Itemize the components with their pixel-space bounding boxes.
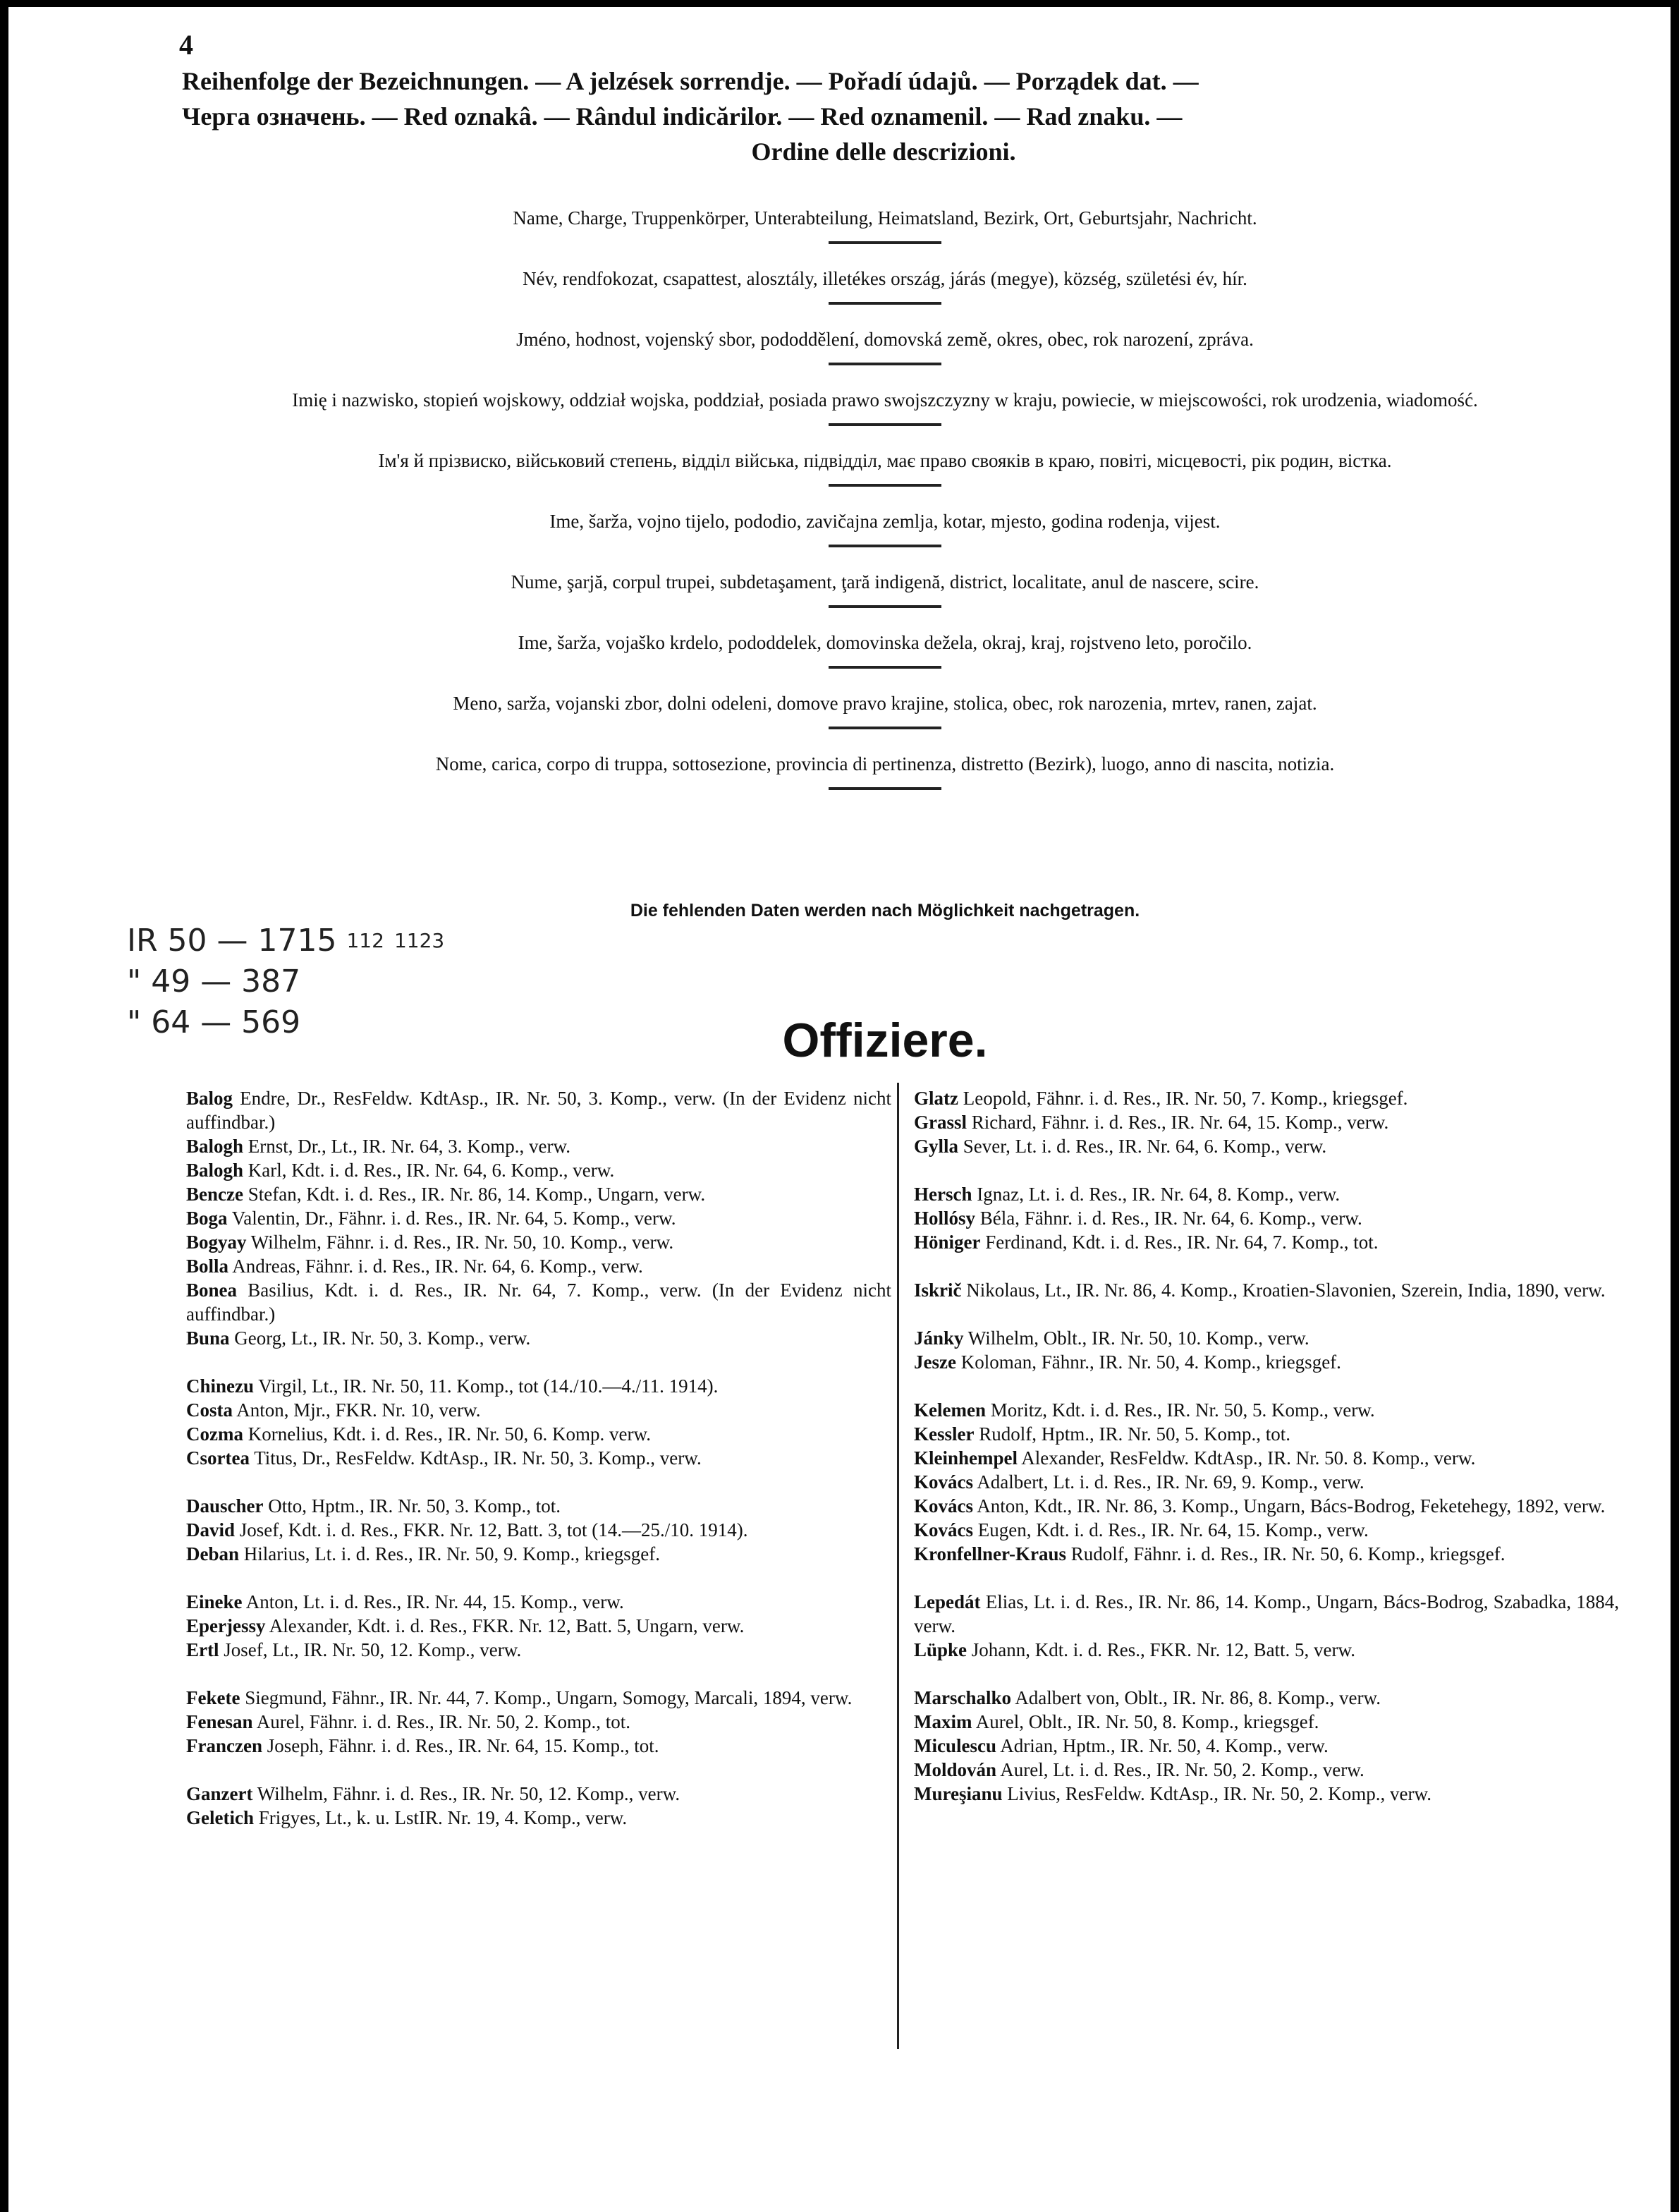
officer-surname: Marschalko <box>914 1687 1011 1708</box>
field-legend-hu: Név, rendfokozat, csapattest, alosztály, illetékes ország, járás (megye), község, születési év, hír. <box>523 268 1247 289</box>
title-block <box>182 63 1585 169</box>
field-legend-sl: Ime, šarža, vojaško krdelo, pododdelek, domovinska dežela, okraj, kraj, rojstveno leto, poročilo. <box>518 632 1252 653</box>
separator <box>829 423 941 426</box>
officer-surname: Balogh <box>186 1160 244 1181</box>
entry-gap <box>186 1470 891 1494</box>
separator <box>829 605 941 608</box>
officer-details: Elias, Lt. i. d. Res., IR. Nr. 86, 14. Komp., Ungarn, Bács-Bodrog, Szabadka, 1884, verw. <box>914 1591 1619 1636</box>
officer-details: Otto, Hptm., IR. Nr. 50, 3. Komp., tot. <box>263 1495 561 1517</box>
officer-entry <box>914 1542 1619 1566</box>
officer-surname: Balogh <box>186 1136 244 1157</box>
officer-surname: Deban <box>186 1543 240 1564</box>
officer-details: Aurel, Oblt., IR. Nr. 50, 8. Komp., kriegsgef. <box>972 1711 1319 1732</box>
officer-entry <box>186 1686 891 1710</box>
officer-surname: Lüpke <box>914 1639 967 1660</box>
field-legends <box>169 206 1601 813</box>
field-legend-uk: Ім'я й прізвиско, військовий степень, відділ війська, підвідділ, має право свояків в краю, повіті, місцевості, рік родин, вістка. <box>378 450 1392 471</box>
scan-border-left <box>0 0 8 2212</box>
officer-details: Ignaz, Lt. i. d. Res., IR. Nr. 64, 8. Komp., verw. <box>972 1184 1341 1205</box>
officer-details: Basilius, Kdt. i. d. Res., IR. Nr. 64, 7. Komp., verw. (In der Evidenz nicht auffindbar.) <box>186 1280 891 1325</box>
officer-details: Valentin, Dr., Fähnr. i. d. Res., IR. Nr. 64, 5. Komp., verw. <box>227 1208 676 1229</box>
officer-surname: Kovács <box>914 1471 973 1493</box>
officer-entry <box>186 1614 891 1638</box>
officer-surname: Bolla <box>186 1256 229 1277</box>
officer-surname: Lepedát <box>914 1591 981 1612</box>
officer-surname: Fenesan <box>186 1711 253 1732</box>
entry-gap <box>914 1254 1619 1278</box>
officer-details: Anton, Lt. i. d. Res., IR. Nr. 44, 15. Komp., verw. <box>242 1591 624 1612</box>
officer-details: Alexander, Kdt. i. d. Res., FKR. Nr. 12, Batt. 5, Ungarn, verw. <box>265 1615 745 1636</box>
field-legend-cs: Jméno, hodnost, vojenský sbor, pododdělení, domovská země, okres, obec, rok narození, zpráva. <box>516 329 1254 350</box>
officer-surname: Balog <box>186 1088 233 1109</box>
officer-entry <box>914 1758 1619 1782</box>
officer-entry <box>186 1278 891 1326</box>
entry-gap <box>186 1758 891 1782</box>
officer-surname: Kelemen <box>914 1399 986 1421</box>
officer-surname: Csortea <box>186 1447 250 1469</box>
officer-details: Sever, Lt. i. d. Res., IR. Nr. 64, 6. Komp., verw. <box>958 1136 1327 1157</box>
officer-surname: Franczen <box>186 1735 262 1756</box>
officer-surname: Kovács <box>914 1519 973 1540</box>
officer-entry <box>914 1110 1619 1134</box>
officer-details: Karl, Kdt. i. d. Res., IR. Nr. 64, 6. Komp., verw. <box>243 1160 615 1181</box>
officer-entry <box>186 1518 891 1542</box>
officer-list-left <box>186 1086 891 1830</box>
separator <box>829 484 941 487</box>
officer-surname: Glatz <box>914 1088 958 1109</box>
handwritten-superscript: 112 <box>346 929 384 952</box>
entry-gap <box>914 1302 1619 1326</box>
title-line: Reihenfolge der Bezeichnungen. — A jelzések sorrendje. — Pořadí údajů. — Porządek dat. — <box>182 67 1199 95</box>
entry-gap <box>186 1662 891 1686</box>
officer-details: Wilhelm, Oblt., IR. Nr. 50, 10. Komp., verw. <box>963 1327 1309 1349</box>
officer-details: Wilhelm, Fähnr. i. d. Res., IR. Nr. 50, 10. Komp., verw. <box>246 1232 674 1253</box>
officer-surname: Miculescu <box>914 1735 996 1756</box>
field-legend-ro: Nume, şarjă, corpul trupei, subdetaşament, ţară indigenă, district, localitate, anul de nascere, scire. <box>511 571 1259 592</box>
officer-details: Georg, Lt., IR. Nr. 50, 3. Komp., verw. <box>229 1327 531 1349</box>
separator <box>829 666 941 669</box>
officer-surname: Mureşianu <box>914 1783 1003 1804</box>
entry-gap <box>914 1158 1619 1182</box>
officer-details: Hilarius, Lt. i. d. Res., IR. Nr. 50, 9. Komp., kriegsgef. <box>239 1543 660 1564</box>
officer-surname: Eperjessy <box>186 1615 266 1636</box>
section-title-officers: Offiziere. <box>782 1014 988 1067</box>
officer-entry <box>914 1398 1619 1422</box>
officer-details: Adalbert von, Oblt., IR. Nr. 86, 8. Komp., verw. <box>1011 1687 1381 1708</box>
officer-surname: Kovács <box>914 1495 973 1517</box>
field-legend-pl: Imię i nazwisko, stopień wojskowy, oddział wojska, poddział, posiada prawo swojszczyzny w kraju, powiecie, w miejscowości, rok urodzenia, wiadomość. <box>292 389 1478 411</box>
officer-entry <box>914 1278 1619 1302</box>
officer-entry <box>186 1158 891 1182</box>
officer-entry <box>186 1542 891 1566</box>
separator <box>829 787 941 790</box>
separator <box>829 727 941 729</box>
officer-entry <box>186 1422 891 1446</box>
officer-entry <box>186 1230 891 1254</box>
officer-entry <box>186 1806 891 1830</box>
handwritten-text: IR 50 — 1715 <box>127 923 337 959</box>
officer-entry <box>914 1350 1619 1374</box>
officer-entry <box>186 1326 891 1350</box>
officer-details: Johann, Kdt. i. d. Res., FKR. Nr. 12, Batt. 5, verw. <box>967 1639 1356 1660</box>
officer-details: Alexander, ResFeldw. KdtAsp., IR. Nr. 50. 8. Komp., verw. <box>1018 1447 1476 1469</box>
officer-entry <box>914 1422 1619 1446</box>
entry-gap <box>914 1662 1619 1686</box>
officer-entry <box>186 1494 891 1518</box>
officer-surname: Dauscher <box>186 1495 264 1517</box>
officer-details: Virgil, Lt., IR. Nr. 50, 11. Komp., tot (14./10.—4./11. 1914). <box>254 1375 719 1397</box>
officer-entry <box>186 1086 891 1134</box>
entry-gap <box>186 1350 891 1374</box>
officer-surname: Hollósy <box>914 1208 976 1229</box>
separator <box>829 363 941 365</box>
column-divider <box>897 1083 899 2049</box>
officer-surname: Jesze <box>914 1351 956 1373</box>
officer-details: Ernst, Dr., Lt., IR. Nr. 64, 3. Komp., verw. <box>243 1136 570 1157</box>
officer-entry <box>914 1206 1619 1230</box>
officer-details: Kornelius, Kdt. i. d. Res., IR. Nr. 50, 6. Komp. verw. <box>243 1423 651 1445</box>
officer-details: Josef, Lt., IR. Nr. 50, 12. Komp., verw. <box>219 1639 522 1660</box>
officer-entry <box>914 1086 1619 1110</box>
officer-details: Koloman, Fähnr., IR. Nr. 50, 4. Komp., kriegsgef. <box>955 1351 1341 1373</box>
officer-details: Aurel, Fähnr. i. d. Res., IR. Nr. 50, 2. Komp., tot. <box>252 1711 630 1732</box>
officer-surname: Höniger <box>914 1232 981 1253</box>
officer-details: Frigyes, Lt., k. u. LstIR. Nr. 19, 4. Komp., verw. <box>253 1807 628 1828</box>
officer-details: Eugen, Kdt. i. d. Res., IR. Nr. 64, 15. Komp., verw. <box>973 1519 1369 1540</box>
officer-list-right <box>914 1086 1619 1806</box>
entry-gap <box>186 1566 891 1590</box>
officer-entry <box>914 1326 1619 1350</box>
officer-entry <box>186 1590 891 1614</box>
separator <box>829 302 941 305</box>
officer-details: Wilhelm, Fähnr. i. d. Res., IR. Nr. 50, 12. Komp., verw. <box>252 1783 680 1804</box>
field-legend-hr: Ime, šarža, vojno tijelo, pododio, zavičajna zemlja, kotar, mjesto, godina rodenja, vijest. <box>549 511 1221 532</box>
officer-entry <box>914 1134 1619 1158</box>
officer-entry <box>186 1134 891 1158</box>
officer-entry <box>186 1206 891 1230</box>
page-number: 4 <box>179 29 193 61</box>
officer-details: Joseph, Fähnr. i. d. Res., IR. Nr. 64, 15. Komp., tot. <box>262 1735 659 1756</box>
officer-details: Nikolaus, Lt., IR. Nr. 86, 4. Komp., Kroatien-Slavonien, Szerein, India, 1890, verw. <box>961 1280 1606 1301</box>
officer-details: Béla, Fähnr. i. d. Res., IR. Nr. 64, 6. Komp., verw. <box>975 1208 1362 1229</box>
officer-surname: Iskrič <box>914 1280 962 1301</box>
officer-entry <box>186 1638 891 1662</box>
officer-details: Ferdinand, Kdt. i. d. Res., IR. Nr. 64, 7. Komp., tot. <box>980 1232 1379 1253</box>
officer-details: Anton, Kdt., IR. Nr. 86, 3. Komp., Ungarn, Bács-Bodrog, Feketehegy, 1892, verw. <box>973 1495 1606 1517</box>
officer-surname: Eineke <box>186 1591 243 1612</box>
officer-surname: Geletich <box>186 1807 254 1828</box>
officer-details: Endre, Dr., ResFeldw. KdtAsp., IR. Nr. 50, 3. Komp., verw. (In der Evidenz nicht auffindbar.) <box>186 1088 891 1133</box>
title-line: Черга означень. — Red oznakâ. — Rândul indicărilor. — Red oznamenil. — Rad znaku. — <box>182 102 1183 130</box>
officer-surname: Jánky <box>914 1327 964 1349</box>
officer-surname: Boga <box>186 1208 228 1229</box>
officer-entry <box>914 1710 1619 1734</box>
officer-surname: Costa <box>186 1399 233 1421</box>
officer-entry <box>914 1494 1619 1518</box>
officer-details: Adalbert, Lt. i. d. Res., IR. Nr. 69, 9. Komp., verw. <box>973 1471 1364 1493</box>
officer-surname: Bonea <box>186 1280 238 1301</box>
officer-surname: Kleinhempel <box>914 1447 1018 1469</box>
field-legend-de: Name, Charge, Truppenkörper, Unterabteilung, Heimatsland, Bezirk, Ort, Geburtsjahr, Nachricht. <box>513 207 1257 229</box>
officer-entry <box>914 1230 1619 1254</box>
handwritten-line <box>127 920 444 961</box>
field-legend-it: Nome, carica, corpo di truppa, sottosezione, provincia di pertinenza, distretto (Bezirk), luogo, anno di nascita, notizia. <box>435 753 1335 774</box>
missing-data-note: Die fehlenden Daten werden nach Möglichkeit nachgetragen. <box>630 901 1140 920</box>
officer-surname: Chinezu <box>186 1375 255 1397</box>
officer-surname: Moldován <box>914 1759 997 1780</box>
officer-entry <box>186 1398 891 1422</box>
officer-surname: David <box>186 1519 236 1540</box>
officer-surname: Fekete <box>186 1687 240 1708</box>
handwritten-superscript: 1123 <box>393 929 445 952</box>
entry-gap <box>914 1374 1619 1398</box>
officer-entry <box>914 1686 1619 1710</box>
officer-details: Stefan, Kdt. i. d. Res., IR. Nr. 86, 14. Komp., Ungarn, verw. <box>243 1184 706 1205</box>
scan-border-right <box>1671 0 1679 2212</box>
officer-details: Leopold, Fähnr. i. d. Res., IR. Nr. 50, 7. Komp., kriegsgef. <box>958 1088 1408 1109</box>
officer-details: Titus, Dr., ResFeldw. KdtAsp., IR. Nr. 50, 3. Komp., verw. <box>249 1447 702 1469</box>
officer-details: Moritz, Kdt. i. d. Res., IR. Nr. 50, 5. Komp., verw. <box>985 1399 1375 1421</box>
officer-details: Rudolf, Hptm., IR. Nr. 50, 5. Komp., tot. <box>974 1423 1290 1445</box>
officer-surname: Gylla <box>914 1136 959 1157</box>
officer-details: Siegmund, Fähnr., IR. Nr. 44, 7. Komp., Ungarn, Somogy, Marcali, 1894, verw. <box>240 1687 853 1708</box>
officer-details: Livius, ResFeldw. KdtAsp., IR. Nr. 50, 2. Komp., verw. <box>1002 1783 1432 1804</box>
officer-entry <box>914 1182 1619 1206</box>
officer-surname: Ertl <box>186 1639 219 1660</box>
entry-gap <box>914 1566 1619 1590</box>
field-legend-sk: Meno, sarža, vojanski zbor, dolni odeleni, domove pravo krajine, stolica, obec, rok narozenia, mrtev, ranen, zajat. <box>453 693 1317 714</box>
officer-surname: Hersch <box>914 1184 972 1205</box>
officer-surname: Maxim <box>914 1711 972 1732</box>
handwritten-line: " 49 — 387 <box>127 964 301 999</box>
officer-entry <box>186 1446 891 1470</box>
officer-surname: Bencze <box>186 1184 243 1205</box>
officer-details: Josef, Kdt. i. d. Res., FKR. Nr. 12, Batt. 3, tot (14.—25./10. 1914). <box>235 1519 748 1540</box>
officer-surname: Grassl <box>914 1112 967 1133</box>
separator <box>829 241 941 244</box>
officer-details: Rudolf, Fähnr. i. d. Res., IR. Nr. 50, 6. Komp., kriegsgef. <box>1066 1543 1506 1564</box>
officer-entry <box>186 1710 891 1734</box>
officer-entry <box>186 1734 891 1758</box>
officer-entry <box>914 1518 1619 1542</box>
officer-entry <box>914 1446 1619 1470</box>
officer-details: Adrian, Hptm., IR. Nr. 50, 4. Komp., verw. <box>996 1735 1329 1756</box>
officer-details: Anton, Mjr., FKR. Nr. 10, verw. <box>233 1399 481 1421</box>
officer-surname: Kronfellner-Kraus <box>914 1543 1066 1564</box>
officer-entry <box>914 1470 1619 1494</box>
officer-surname: Bogyay <box>186 1232 247 1253</box>
officer-details: Richard, Fähnr. i. d. Res., IR. Nr. 64, 15. Komp., verw. <box>967 1112 1389 1133</box>
officer-entry <box>186 1254 891 1278</box>
officer-entry <box>914 1590 1619 1638</box>
scan-border-top <box>0 0 1679 7</box>
officer-details: Andreas, Fähnr. i. d. Res., IR. Nr. 64, 6. Komp., verw. <box>228 1256 643 1277</box>
title-line: Ordine delle descrizioni. <box>751 138 1016 166</box>
officer-surname: Kessler <box>914 1423 975 1445</box>
handwritten-line: " 64 — 569 <box>127 1004 301 1040</box>
officer-surname: Cozma <box>186 1423 243 1445</box>
officer-entry <box>914 1782 1619 1806</box>
officer-entry <box>186 1182 891 1206</box>
separator <box>829 545 941 547</box>
officer-surname: Buna <box>186 1327 230 1349</box>
officer-entry <box>914 1638 1619 1662</box>
officer-entry <box>186 1782 891 1806</box>
officer-entry <box>186 1374 891 1398</box>
officer-entry <box>914 1734 1619 1758</box>
officer-details: Aurel, Lt. i. d. Res., IR. Nr. 50, 2. Komp., verw. <box>996 1759 1364 1780</box>
officer-surname: Ganzert <box>186 1783 253 1804</box>
